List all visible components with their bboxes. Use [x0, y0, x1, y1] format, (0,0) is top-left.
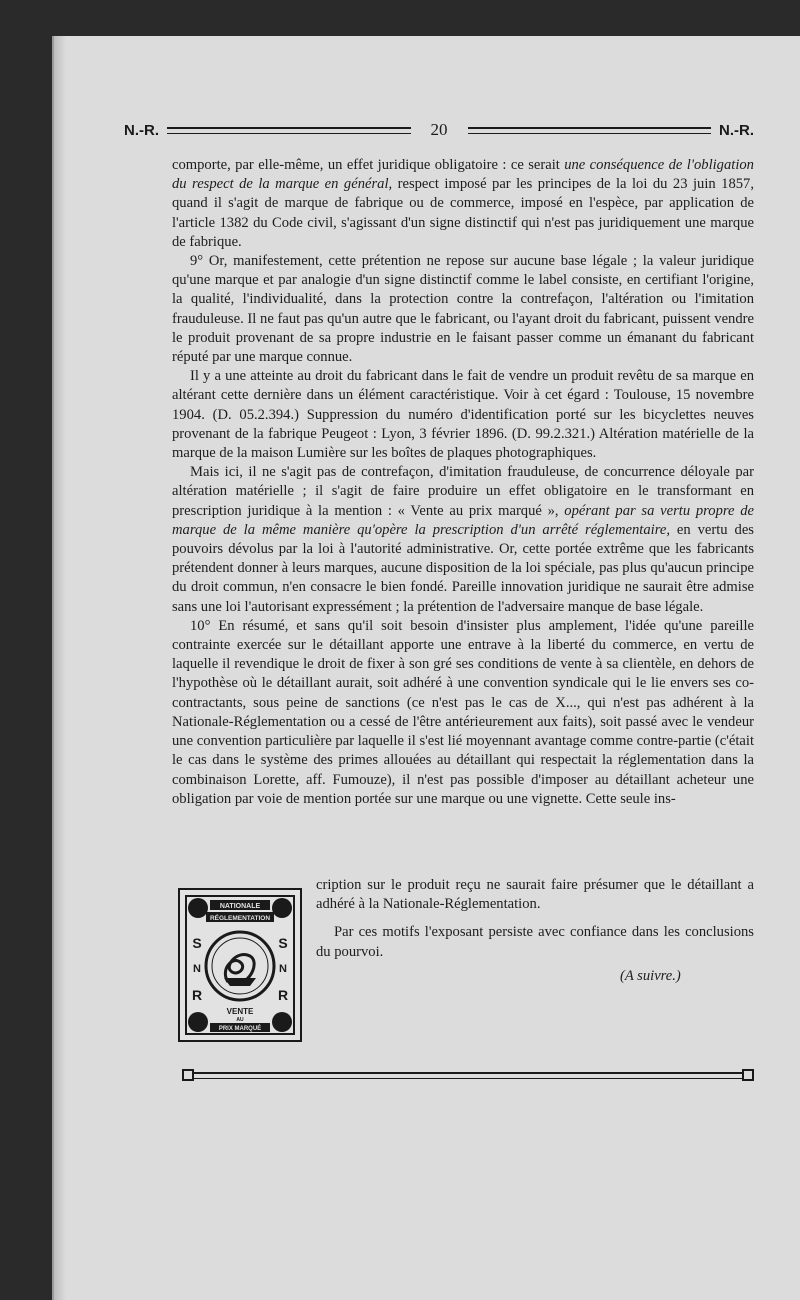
- bottom-ornament-rule: [182, 1068, 754, 1082]
- stamp-letter-n-left: N: [193, 963, 201, 975]
- rule-end-box-right: [742, 1069, 754, 1081]
- stamp-bottom-line-3: PRIX MARQUÉ: [218, 1026, 262, 1032]
- stamp-corner-dot: [188, 898, 208, 918]
- stamp-corner-dot: [272, 1012, 292, 1032]
- stamp-letter-n-right: N: [279, 963, 287, 975]
- paragraph-5-end: cription sur le produit reçu ne saurait faire présumer que le détaillant a adhéré à la Nationale-Réglementation.: [316, 877, 754, 913]
- stamp-corner-dot: [188, 1012, 208, 1032]
- stamp-letter-s-right: S: [278, 935, 288, 951]
- rule-line: [194, 1072, 742, 1079]
- italic-phrase-1: une conséquence de l'obligation du respect de la marque en général,: [172, 157, 754, 193]
- italic-phrase-2: opérant par sa vertu propre de marque de la même manière qu'opère la prescription d'un arrêté réglementaire,: [172, 502, 754, 538]
- main-text: [172, 156, 754, 809]
- rule-end-box-left: [182, 1069, 194, 1081]
- closing-text: [316, 876, 754, 962]
- paragraph-2: 9° Or, manifestement, cette prétention ne repose sur aucune base légale ; la valeur juridique qu'une marque et par analogie d'un signe distinctif comme le label consiste, en certifiant l'origine, la qualité, l'individualité, dans la protection contre la contrefaçon, l'altération ou l'imitation frauduleuse. Il ne faut pas qu'un autre que le fabricant, ou l'ayant droit du fabricant, puissent vendre le produit provenant de sa propre industrie en le faisant passer comme un émanant du fabricant réputé par une marque connue.: [172, 253, 754, 366]
- header-rule-left: [167, 127, 411, 134]
- page-gutter: [54, 36, 66, 1300]
- paragraph-5: 10° En résumé, et sans qu'il soit besoin d'insister plus amplement, l'idée qu'une pareille contrainte exercée sur le détaillant apporte une entrave à la liberté du commerce, en vertu de laquelle il revendique le droit de fixer à son gré ses conditions de vente à sa clientèle, en dehors de l'hypothèse où le détaillant aurait, soit adhéré à une convention syndicale qui le lie envers ses co-contractants, sous peine de sanctions (ce n'est pas le cas de X..., qui n'est pas adhérent à la Nationale-Réglementation ou a cessé de l'être antérieurement aux faits), soit passé avec le vendeur une convention particulière par laquelle il s'est lié moyennant avantage comme contre-partie (c'était le cas dans le système des primes allouées au détaillant qui respectait la réglementation dans la combinaison Lorette, aff. Fumouze), il n'est pas possible d'imposer au détaillant acheteur une obligation par voie de mention portée sur une marque ou une vignette. Cette seule ins-: [172, 617, 754, 807]
- stamp-top-line-1: NATIONALE: [219, 903, 261, 910]
- to-be-continued: (A suivre.): [620, 968, 681, 984]
- paragraph-4: Mais ici, il ne s'agit pas de contrefaçon, d'imitation frauduleuse, de concurrence déloyale par altération matérielle ; il s'agit de faire produire un effet obligatoire en le transformant en prescription juridique à la mention : « Vente au prix marqué », opérant par sa vertu propre de marque de la même manière qu'opère la prescription d'un arrêté réglementaire, en vertu des pouvoirs dévolus par la loi à l'autorité administrative. Or, cette portée extrême que les fabricants prétendent donner à leurs marques, aucune disposition de la loi spéciale, pas plus qu'aucun principe du droit commun, n'en consacre le bien fondé. Pareille innovation juridique ne saurait être admise sans une loi l'autorisant expressément ; la prétention de l'adversaire manque de base légale.: [172, 464, 754, 615]
- stamp-bottom-line-2: AU: [236, 1017, 244, 1023]
- header-rule-right: [468, 127, 712, 134]
- nationale-reglementation-stamp: [178, 888, 302, 1042]
- running-header: [124, 116, 754, 144]
- stamp-corner-dot: [272, 898, 292, 918]
- header-left: N.-R.: [124, 121, 159, 139]
- stamp-letter-r-right: R: [277, 987, 289, 1003]
- stamp-graphic: [180, 890, 300, 1040]
- paragraph-3: Il y a une atteinte au droit du fabricant dans le fait de vendre un produit revêtu de sa marque en altérant cette dernière dans un élément caractéristique. Voir à cet égard : Toulouse, 15 novembre 1904. (D. 05.2.394.) Suppression du numéro d'identification porté sur les bicyclettes neuves provenant de la fabrique Peugeot : Lyon, 3 février 1896. (D. 99.2.321.) Altération matérielle de la marque de la maison Lumière sur les boîtes de plaques photographiques.: [172, 368, 754, 462]
- stamp-letter-s-left: S: [192, 935, 202, 951]
- header-right: N.-R.: [719, 121, 754, 139]
- stamp-letter-r-left: R: [191, 987, 203, 1003]
- paragraph-1: comporte, par elle-même, un effet juridique obligatoire : ce serait une conséquence de l'obligation du respect de la marque en général, respect imposé par les principes de la loi du 23 juin 1857, quand il s'agit de marque de fabrique ou de commerce, imposé en l'espèce, par application de l'article 1382 du Code civil, s'agissant d'un signe distinctif qui n'est pas juridiquement une marque de fabrique.: [172, 157, 754, 250]
- stamp-bottom-line-1: VENTE: [226, 1007, 254, 1016]
- paragraph-6: Par ces motifs l'exposant persiste avec confiance dans les conclusions du pourvoi.: [316, 924, 754, 960]
- stamp-top-line-2: RÉGLEMENTATION: [209, 915, 271, 922]
- page-number: 20: [430, 120, 448, 139]
